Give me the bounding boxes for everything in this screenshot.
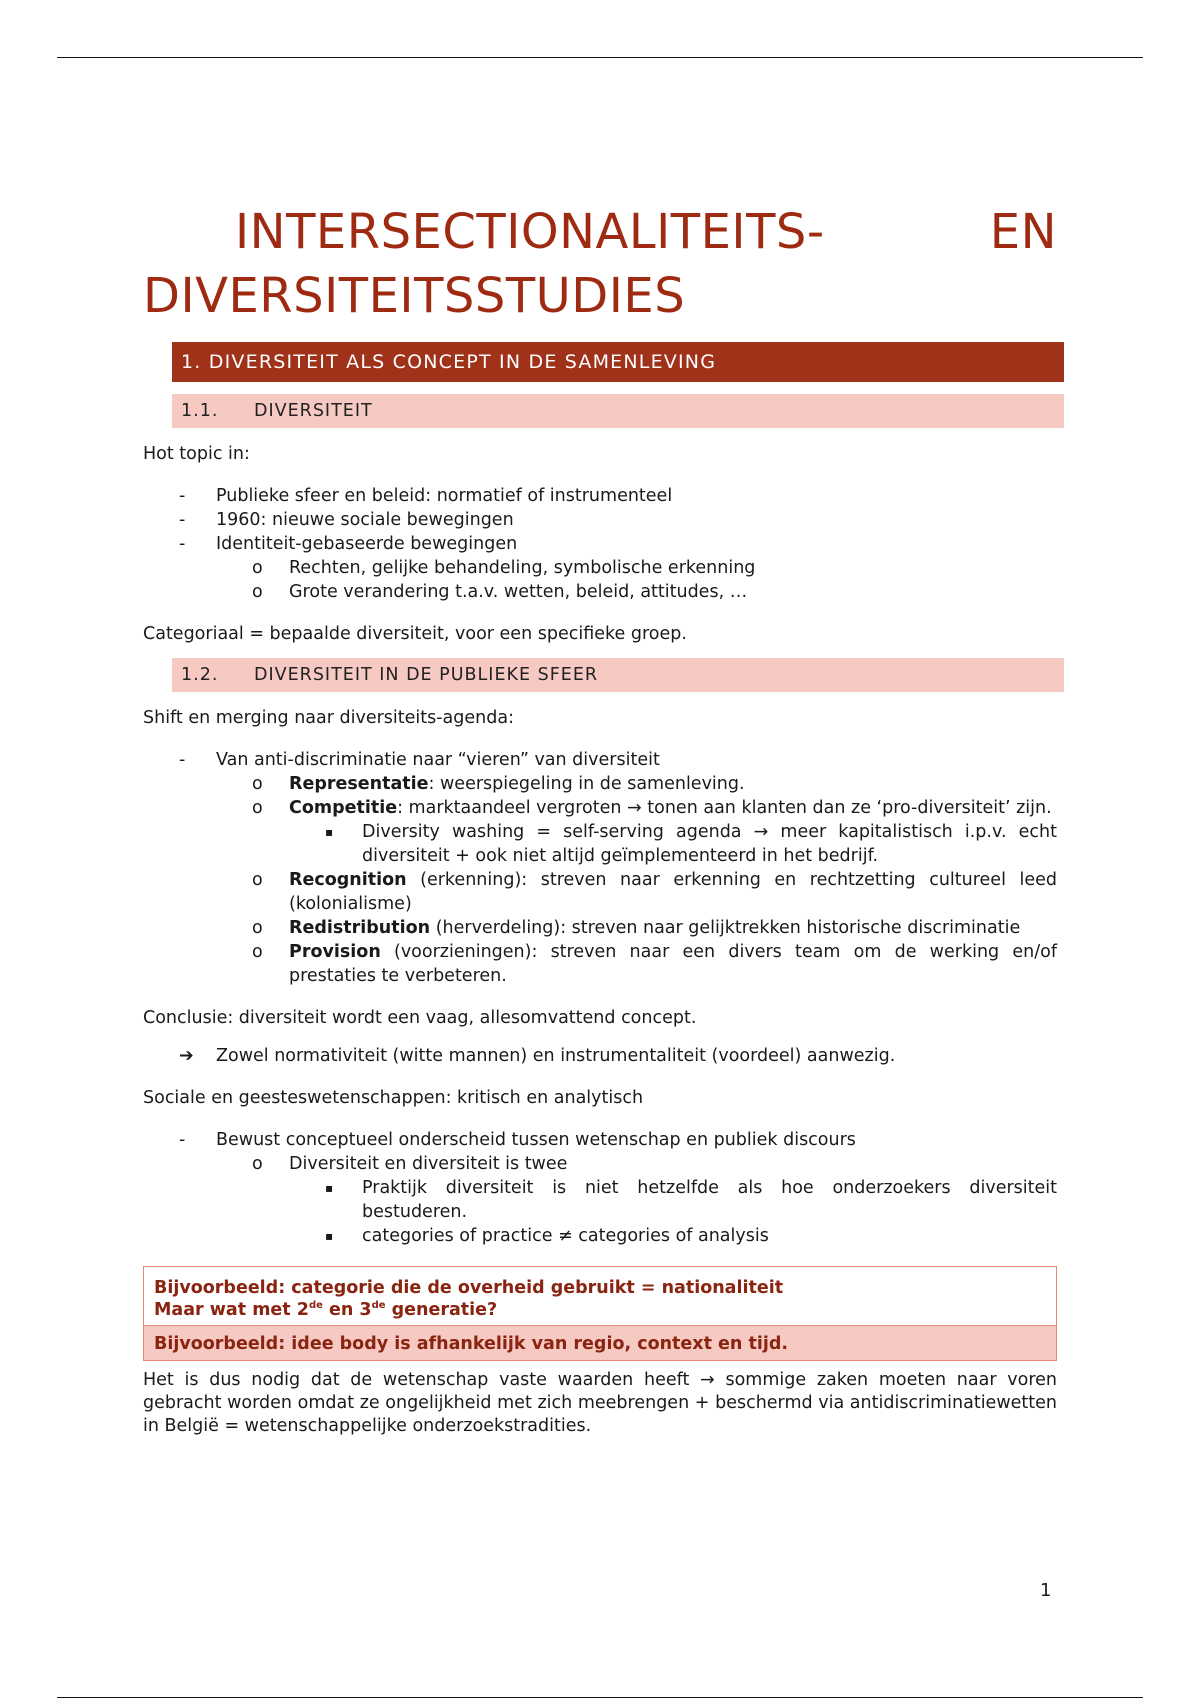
sub-bullet-list: [216, 556, 1057, 604]
dash-bullet-icon: -: [179, 534, 186, 554]
list-item: [216, 580, 1057, 604]
list-item: [216, 940, 1057, 988]
page-number: 1: [1040, 1580, 1052, 1601]
callout-text: en 3: [322, 1300, 372, 1320]
title-line1-part1: INTERSECTIONALITEITS-: [235, 204, 825, 260]
callout-line: Bijvoorbeeld: categorie die de overheid gebruikt = nationaliteit: [154, 1278, 784, 1298]
term-provision: Provision: [289, 942, 381, 962]
footer-rule: [57, 1697, 1143, 1698]
circle-bullet-icon: o: [252, 558, 263, 578]
section-heading-1: [172, 342, 1064, 382]
title-line2: DIVERSITEITSSTUDIES: [143, 268, 686, 324]
list-item: [289, 1224, 1057, 1248]
example-callout-body: Bijvoorbeeld: idee body is afhankelijk van regio, context en tijd.: [143, 1326, 1057, 1361]
term-recognition: Recognition: [289, 870, 407, 890]
paragraph-categoriaal: Categoriaal = bepaalde diversiteit, voor een specifieke groep.: [143, 624, 687, 644]
arrow-right-icon: ➔: [179, 1046, 194, 1066]
list-item: [216, 916, 1057, 940]
list-item-text: Diversiteit en diversiteit is twee: [289, 1154, 568, 1174]
superscript: de: [371, 1300, 386, 1312]
section-number: 1.: [181, 351, 202, 373]
bullet-list-wetenschap: [143, 1128, 1057, 1248]
square-bullet-list: [289, 1176, 1057, 1248]
list-item-text: categories of practice ≠ categories of analysis: [362, 1226, 769, 1246]
circle-bullet-icon: o: [252, 942, 263, 962]
list-item: [216, 1152, 1057, 1248]
paragraph-closing: Het is dus nodig dat de wetenschap vaste waarden heeft → sommige zaken moeten naar voren gebracht worden omdat ze ongelijkheid met zich meebrengen + beschermd via antidiscriminatiewetten in België = wetenschappelijke onderzoekstradities.: [143, 1370, 1057, 1436]
square-bullet-icon: ▪: [325, 1229, 334, 1243]
list-item: [216, 796, 1057, 868]
document-body: [143, 200, 1057, 1438]
list-item: [216, 868, 1057, 916]
section-label: DIVERSITEIT ALS CONCEPT IN DE SAMENLEVING: [208, 351, 717, 373]
list-item: [289, 820, 1057, 868]
circle-bullet-icon: o: [252, 918, 263, 938]
example-callout-nationaliteit: [143, 1266, 1057, 1326]
list-item-text: Grote verandering t.a.v. wetten, beleid, attitudes, …: [289, 582, 748, 602]
term-text: (erkenning): streven naar erkenning en rechtzetting cultureel leed (kolonialisme): [289, 870, 1057, 914]
term-text: (voorzieningen): streven naar een divers team om de werking en/of prestaties te verbeteren.: [289, 942, 1057, 986]
dash-bullet-icon: -: [179, 750, 186, 770]
list-item: [143, 532, 1057, 604]
list-item-text: Van anti-discriminatie naar “vieren” van diversiteit: [216, 750, 660, 770]
arrow-point: [143, 1044, 1057, 1068]
paragraph-conclusie: Conclusie: diversiteit wordt een vaag, allesomvattend concept.: [143, 1008, 697, 1028]
list-item: [143, 508, 1057, 532]
term-redistribution: Redistribution: [289, 918, 431, 938]
callout-text: Maar wat met 2: [154, 1300, 309, 1320]
square-bullet-icon: ▪: [325, 1181, 334, 1195]
callout-line: [154, 1299, 1046, 1321]
bullet-list-agenda: [143, 748, 1057, 988]
list-item-text: Publieke sfeer en beleid: normatief of instrumenteel: [216, 486, 673, 506]
subsection-label: DIVERSITEIT: [254, 401, 373, 421]
list-item-text: 1960: nieuwe sociale bewegingen: [216, 510, 514, 530]
list-item-text: Diversity washing = self-serving agenda → meer kapitalistisch i.p.v. echt diversiteit + ook niet altijd geïmplementeerd in het bedrijf.: [362, 822, 1057, 866]
arrow-point-text: Zowel normativiteit (witte mannen) en instrumentaliteit (voordeel) aanwezig.: [216, 1046, 896, 1066]
circle-bullet-icon: o: [252, 582, 263, 602]
document-title: [143, 200, 1057, 328]
paragraph-sociale: Sociale en geesteswetenschappen: kritisch en analytisch: [143, 1088, 644, 1108]
term-text: : marktaandeel vergroten → tonen aan klanten dan ze ‘pro-diversiteit’ zijn.: [397, 798, 1052, 818]
bullet-list-hot-topic: [143, 484, 1057, 604]
circle-bullet-icon: o: [252, 1154, 263, 1174]
paragraph-hot-topic: Hot topic in:: [143, 444, 250, 464]
term-competitie: Competitie: [289, 798, 398, 818]
sub-bullet-list: [216, 1152, 1057, 1248]
callout-text: generatie?: [385, 1300, 498, 1320]
list-item: [143, 484, 1057, 508]
subsection-label: DIVERSITEIT IN DE PUBLIEKE SFEER: [254, 665, 599, 685]
list-item-text: Praktijk diversiteit is niet hetzelfde als hoe onderzoekers diversiteit bestuderen.: [362, 1178, 1057, 1222]
list-item-text: Identiteit-gebaseerde bewegingen: [216, 534, 518, 554]
subsection-heading-1-2: [172, 658, 1064, 692]
circle-bullet-icon: o: [252, 798, 263, 818]
list-item-text: Rechten, gelijke behandeling, symbolische erkenning: [289, 558, 756, 578]
sub-bullet-list: [216, 772, 1057, 988]
list-item: [143, 748, 1057, 988]
subsection-number: 1.2.: [181, 665, 219, 685]
term-text: : weerspiegeling in de samenleving.: [428, 774, 745, 794]
circle-bullet-icon: o: [252, 774, 263, 794]
list-item: [216, 556, 1057, 580]
square-bullet-icon: ▪: [325, 825, 334, 839]
dash-bullet-icon: -: [179, 1130, 186, 1150]
list-item: [143, 1128, 1057, 1248]
header-rule: [57, 57, 1143, 58]
subsection-heading-1-1: [172, 394, 1064, 428]
subsection-number: 1.1.: [181, 401, 219, 421]
term-representatie: Representatie: [289, 774, 429, 794]
list-item-text: Bewust conceptueel onderscheid tussen wetenschap en publiek discours: [216, 1130, 856, 1150]
square-bullet-list: [289, 820, 1057, 868]
term-text: (herverdeling): streven naar gelijktrekken historische discriminatie: [430, 918, 1021, 938]
title-line1-part2: EN: [989, 204, 1057, 260]
dash-bullet-icon: -: [179, 486, 186, 506]
paragraph-shift: Shift en merging naar diversiteits-agenda:: [143, 708, 514, 728]
list-item: [289, 1176, 1057, 1224]
dash-bullet-icon: -: [179, 510, 186, 530]
circle-bullet-icon: o: [252, 870, 263, 890]
list-item: [216, 772, 1057, 796]
superscript: de: [308, 1300, 323, 1312]
